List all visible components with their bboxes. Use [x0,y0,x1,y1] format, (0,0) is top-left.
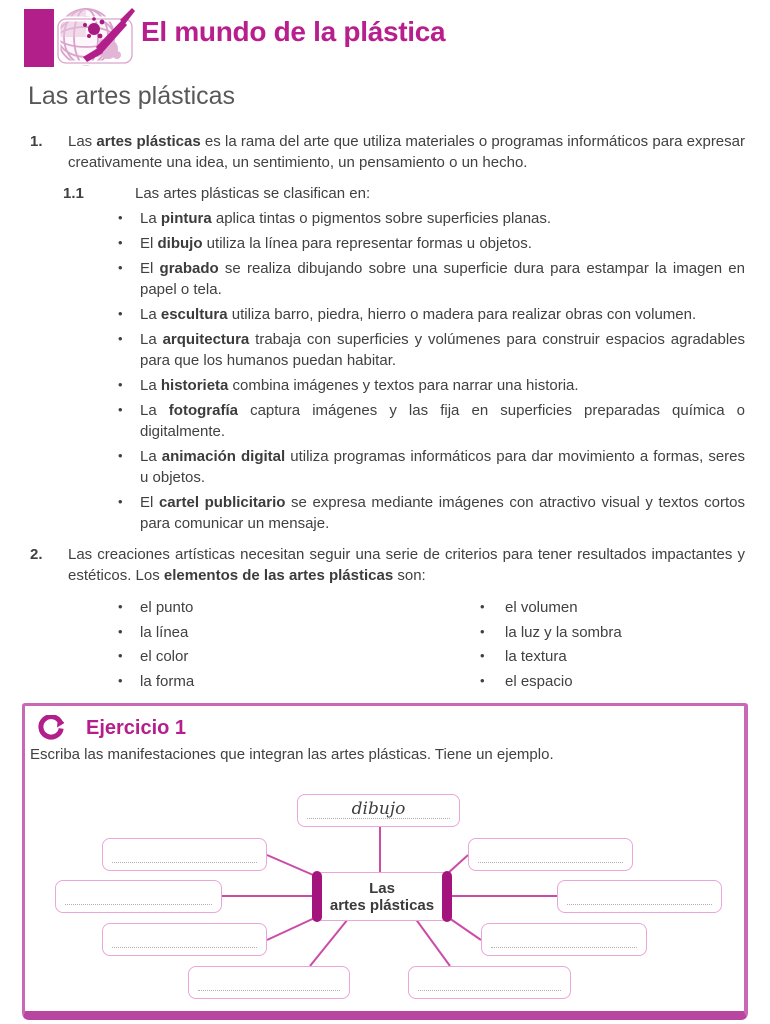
answer-box-middle-right[interactable] [557,880,722,913]
diagram-center-node [316,872,448,921]
dotted-writing-line [112,947,257,948]
bullet-icon: • [480,623,485,639]
bullet-icon: • [480,648,485,663]
answer-box-lower-right[interactable] [481,923,647,956]
dotted-writing-line [112,862,257,863]
center-node-line2: artes plásticas [329,896,435,914]
bullet-icon: • [480,599,485,614]
exercise-1-panel [22,703,748,1020]
bullet-icon: • [118,599,123,614]
elements-left-column [0,596,770,694]
element-item: • la textura [505,645,622,670]
bullet-icon: • [118,306,123,321]
center-node-line1: Las [369,879,395,897]
element-item: • el volumen [505,596,622,621]
answer-box-bottom-left[interactable] [188,966,350,999]
connector-line [415,918,450,966]
classification-item: • La pintura aplica tintas o pigmentos sobre superficies planas. [140,208,745,229]
classification-item: • El dibujo utiliza la línea para representar formas u objetos. [140,233,745,254]
element-item: • el espacio [505,670,622,695]
dotted-writing-line [198,990,340,991]
bullet-icon: • [118,235,123,250]
paragraph-2: 2. Las creaciones artísticas necesitan seguir una serie de criterios para tener resultados impactantes y estéticos. Los elementos de las artes plásticas son: [30,546,745,584]
answer-box-upper-right[interactable] [468,838,633,871]
answer-box-middle-left[interactable] [55,880,222,913]
classification-item: • La historieta combina imágenes y textos para narrar una historia. [140,375,745,396]
bullet-icon: • [118,331,123,346]
dotted-writing-line [567,904,712,905]
item-number: 1. [30,133,43,150]
answer-box-lower-left[interactable] [102,923,267,956]
lesson-content [0,131,770,696]
subitem-1-1: 1.1 Las artes plásticas se clasifican en: [63,185,371,202]
paragraph-1: 1. Las artes plásticas es la rama del arte que utiliza materiales o programas informáticos para expresar creativamente una idea, un sentimiento, un pensamiento o un hecho. [30,133,745,171]
section-title: Las artes plásticas [28,82,236,110]
element-item: • el punto [140,596,770,621]
classification-item: • La arquitectura trabaja con superficies y volúmenes para construir espacios agradables para que los humanos puedan habitar. [140,329,745,371]
element-item: • el color [140,645,770,670]
exercise-title: Ejercicio 1 [86,716,187,739]
item-number: 2. [30,546,43,563]
classification-item: • La escultura utiliza barro, piedra, hierro o madera para realizar obras con volumen. [140,304,745,325]
example-box-dibujo[interactable] [297,794,460,827]
subitem-number: 1.1 [63,185,84,202]
bullet-icon: • [118,377,123,392]
example-answer-text: dibujo [351,799,406,819]
bullet-icon: • [118,260,123,275]
dotted-writing-line [65,904,212,905]
dotted-writing-line [418,990,561,991]
bullet-icon: • [118,672,123,688]
elements-two-column-list [0,596,770,696]
exercise-instruction: Escriba las manifestaciones que integran las artes plásticas. Tiene un ejemplo. [30,746,554,763]
answer-box-bottom-right[interactable] [408,966,571,999]
bullet-icon: • [118,623,123,639]
answer-box-upper-left[interactable] [102,838,267,871]
classification-list [0,208,770,534]
classification-item: • El cartel publicitario se expresa mediante imágenes con atractivo visual y textos cortos para comunicar un mensaje. [140,492,745,534]
page-title: El mundo de la plástica [141,16,446,47]
bullet-icon: • [118,494,123,509]
element-item: • la luz y la sombra [505,621,622,646]
connector-line [310,919,348,966]
dotted-writing-line [491,947,637,948]
classification-item: • El grabado se realiza dibujando sobre una superficie dura para estampar la imagen en papel o tela. [140,258,745,300]
bullet-icon: • [118,448,123,463]
bullet-icon: • [118,648,123,663]
element-item: • la línea [140,621,770,646]
plastica-globe-brush-logo [24,6,136,70]
classification-item: • La fotografía captura imágenes y las fija en superficies preparadas química o digitalmente. [140,400,745,442]
classification-item: • La animación digital utiliza programas informáticos para dar movimiento a formas, seres u objetos. [140,446,745,488]
bullet-icon: • [118,210,123,225]
bullet-icon: • [118,402,123,417]
element-item: • la forma [140,670,770,695]
dotted-writing-line [478,862,623,863]
bullet-icon: • [480,672,485,688]
elements-right-column [480,596,622,694]
